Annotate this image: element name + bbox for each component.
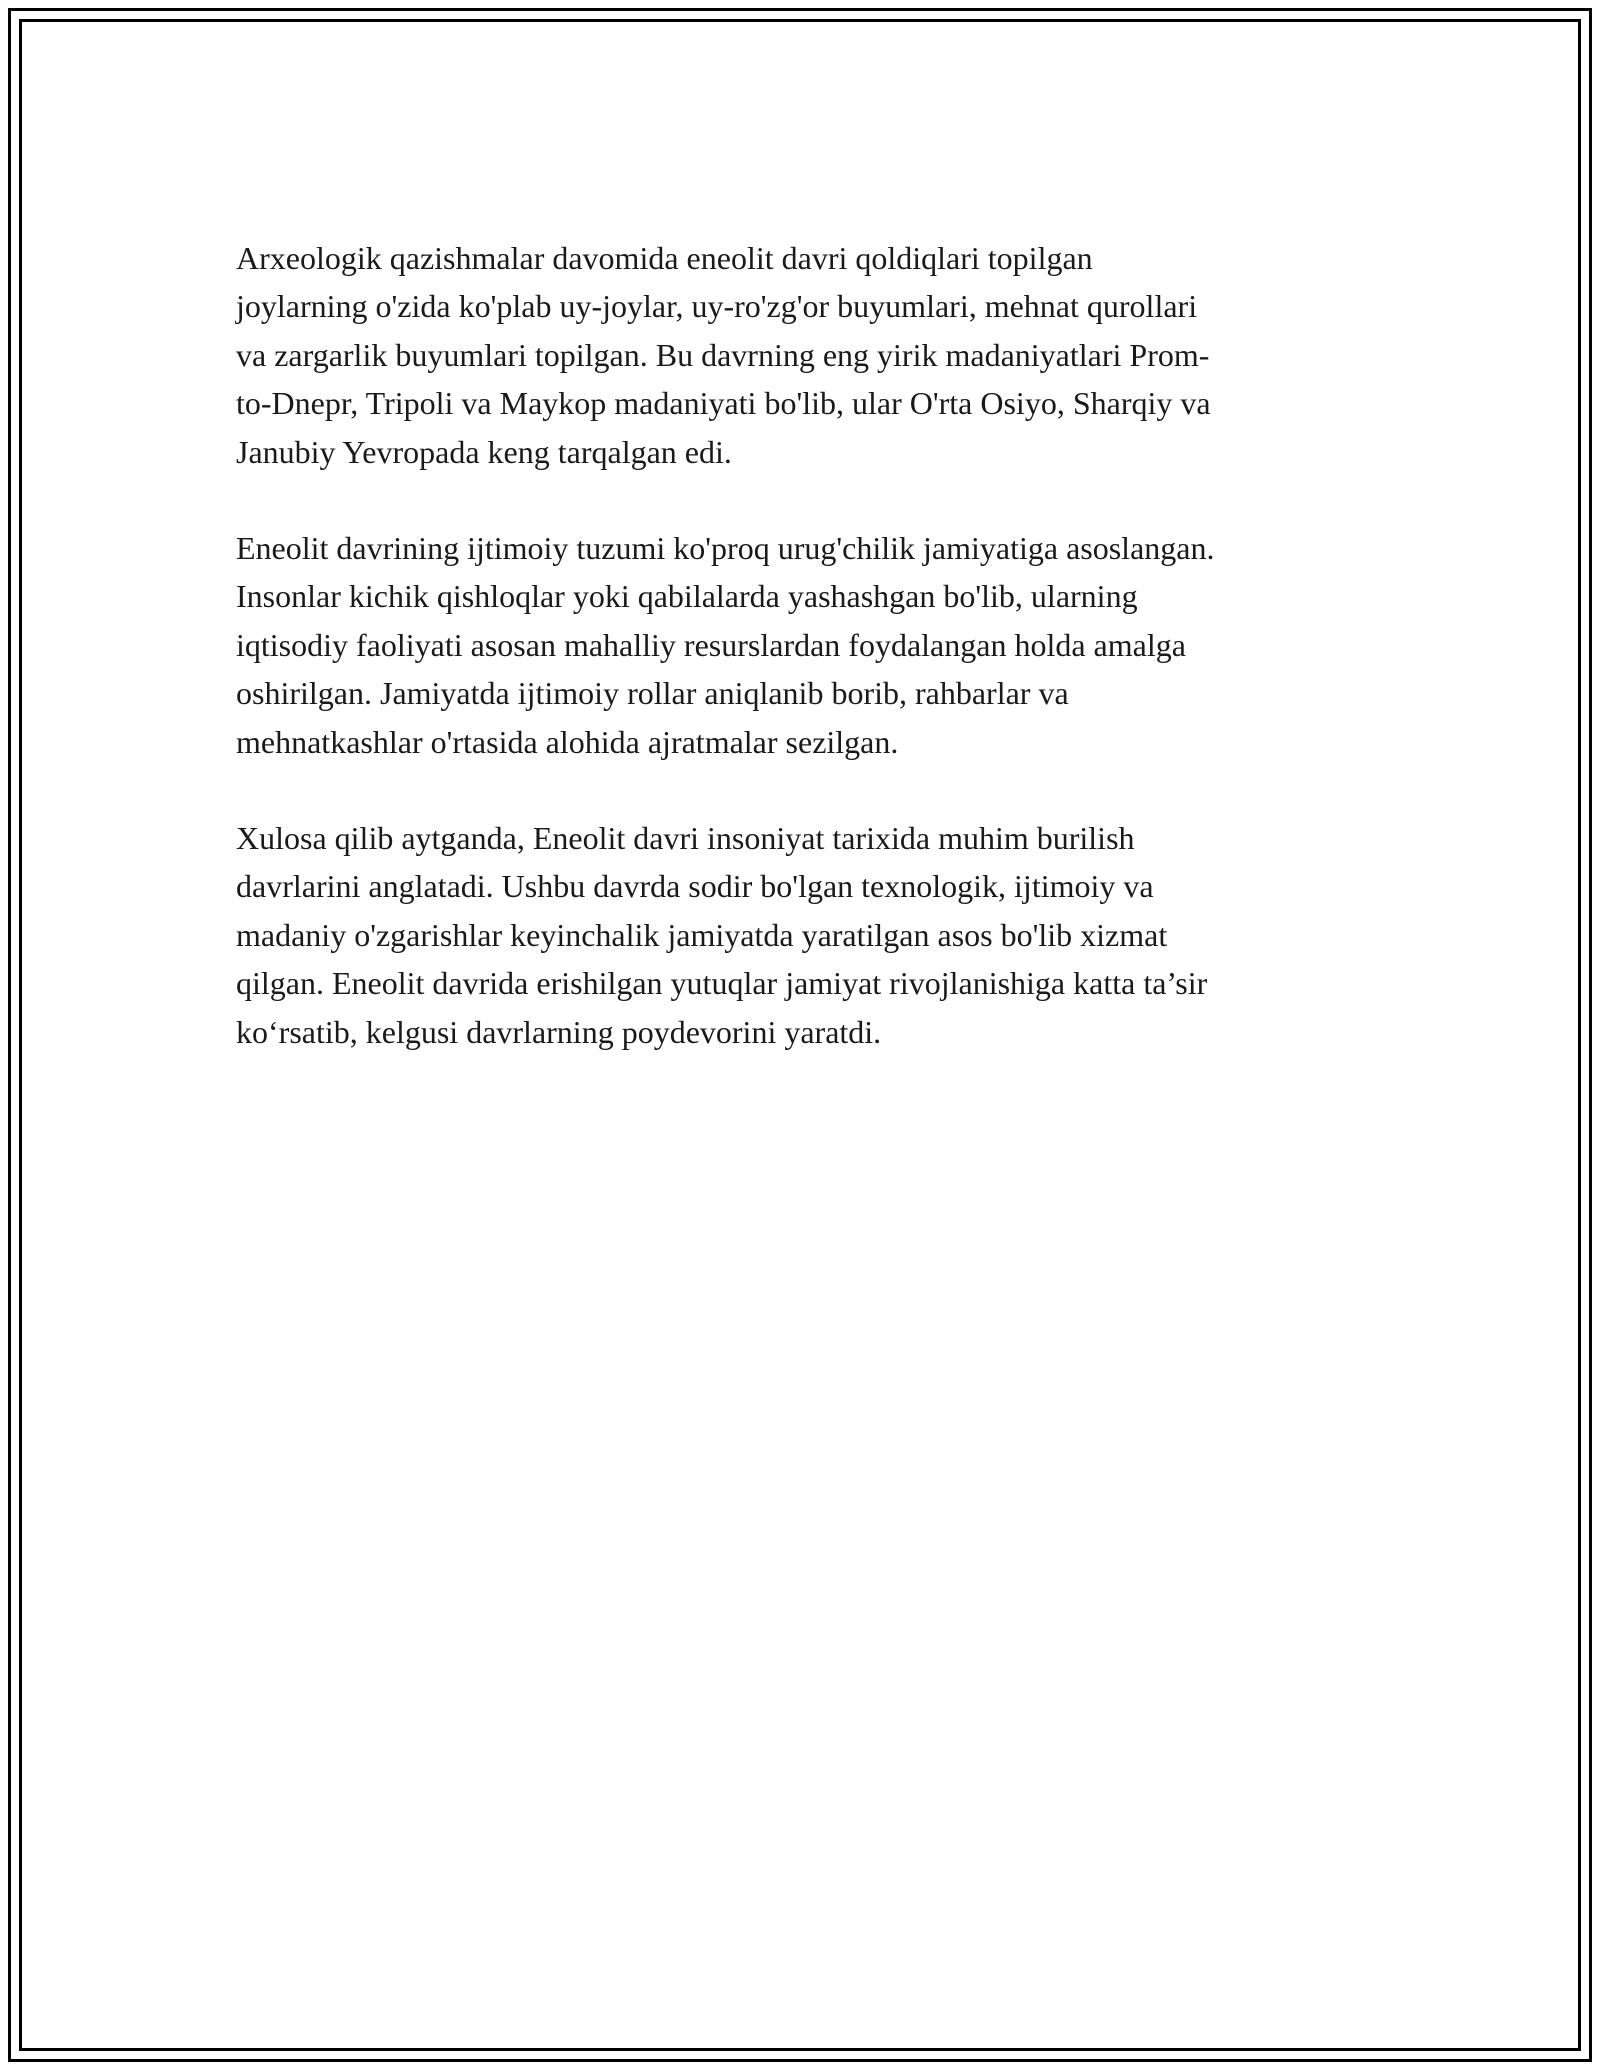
paragraph-conclusion: Xulosa qilib aytganda, Eneolit davri insoniyat tarixida muhim burilish davrlarini anglatadi. Ushbu davrda sodir bo'lgan texnologik, ijtimoiy va madaniy o'zgarishlar keyinchalik jamiyatda yaratilgan asos bo'lib xizmat qilgan. Eneolit davrida erishilgan yutuqlar jamiyat rivojlanishiga katta ta’sir ko‘rsatib, kelgusi davrlarning poydevorini yaratdi.: [236, 820, 1208, 1050]
paragraph-archaeology: Arxeologik qazishmalar davomida eneolit davri qoldiqlari topilgan joylarning o'zida ko'plab uy-joylar, uy-ro'zg'or buyumlari, mehnat qurollari va zargarlik buyumlari topilgan. Bu davrning eng yirik madaniyatlari Prom- to-Dnepr, Tripoli va Maykop madaniyati bo'lib, ular O'rta Osiyo, Sharqiy va Janubiy Yevropada keng tarqalgan edi.: [236, 240, 1211, 470]
paragraph-social-structure: Eneolit davrining ijtimoiy tuzumi ko'proq urug'chilik jamiyatiga asoslangan. Insonlar kichik qishloqlar yoki qabilalarda yashashgan bo'lib, ularning iqtisodiy faoliyati asosan mahalliy resurslardan foydalangan holda amalga oshirilgan. Jamiyatda ijtimoiy rollar aniqlanib borib, rahbarlar va mehnatkashlar o'rtasida alohida ajratmalar sezilgan.: [236, 530, 1215, 760]
document-body: [236, 234, 1366, 1104]
